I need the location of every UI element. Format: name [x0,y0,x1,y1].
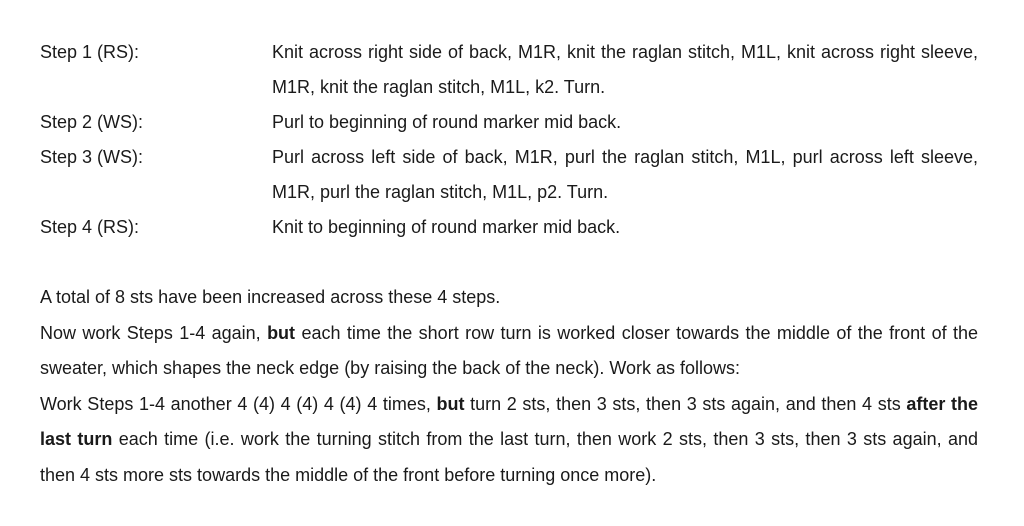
work-note [40,387,978,494]
work-note-text: turn 2 sts, then 3 sts, then 3 sts again, and then 4 sts [464,393,907,414]
emphasis-after-last-turn: after the last turn [40,393,978,449]
step-text: Purl across left side of back, M1R, purl the raglan stitch, M1L, purl across left sleeve, M1R, purl the raglan stitch, M1L, p2. Turn. [272,147,978,202]
emphasis-but: but [267,322,296,343]
work-note-text: each time (i.e. work the turning stitch from the last turn, then work 2 sts, then 3 sts, then 3 sts again, and then 4 sts more sts towards the middle of the front before turning once more). [40,429,978,485]
repeat-note [40,316,978,387]
notes-section [40,280,978,493]
step-row [40,35,978,105]
work-note-text: Work Steps 1-4 another 4 (4) 4 (4) 4 (4) 4 times, [40,393,437,414]
repeat-note-text: Now work Steps 1-4 again, [40,322,268,343]
emphasis-but: but [436,393,465,414]
step-label: Step 2 (WS): [40,112,144,132]
step-row [40,140,978,210]
step-text: Purl to beginning of round marker mid back. [272,112,622,132]
step-text: Knit to beginning of round marker mid back. [272,217,621,237]
steps-table [40,35,978,245]
total-note: A total of 8 sts have been increased across these 4 steps. [40,287,501,307]
step-label: Step 1 (RS): [40,42,140,62]
step-label: Step 4 (RS): [40,217,140,237]
pattern-instructions [40,35,978,493]
step-text: Knit across right side of back, M1R, knit the raglan stitch, M1L, knit across right sleeve, M1R, knit the raglan stitch, M1L, k2. Turn. [272,42,978,97]
step-label: Step 3 (WS): [40,147,144,167]
step-row [40,210,978,245]
repeat-note-text: each time the short row turn is worked closer towards the middle of the front of the sweater, which shapes the neck edge (by raising the back of the neck). Work as follows: [40,322,978,378]
step-row [40,105,978,140]
